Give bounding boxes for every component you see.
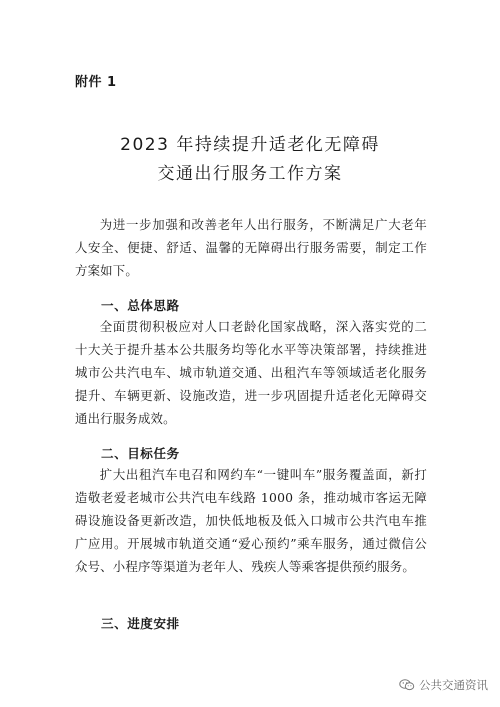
section-heading-target-tasks: 二、目标任务 <box>101 446 180 461</box>
section-heading-overall-approach: 一、总体思路 <box>101 298 180 313</box>
section-body-target-tasks: 扩大出租汽车电召和网约车“一键叫车”服务覆盖面，新打造敬老爱老城市公共汽电车线路 1000 条，推动城市客运无障碍设施设备更新改造，加快低地板及低入口城市公共汽电车推广应用。开展城市轨道交通“爱心预约”乘车服务，通过微信公众号、小程序等渠道为老年人、残疾人等乘客提供预约服务。 <box>75 467 427 574</box>
document-title-line-2: 交通出行服务工作方案 <box>157 164 343 184</box>
watermark <box>399 677 488 693</box>
section-heading-schedule: 三、进度安排 <box>101 616 180 631</box>
section-body-overall-approach: 全面贯彻积极应对人口老龄化国家战略，深入落实党的二十大关于提升基本公共服务均等化水平等决策部署，持续推进城市公共汽电车、城市轨道交通、出租汽车等领域适老化服务提升、车辆更新、设施改造，进一步巩固提升适老化无障碍交通出行服务成效。 <box>75 319 427 426</box>
document-title-line-1: 2023 年持续提升适老化无障碍 <box>120 135 380 155</box>
wechat-icon <box>399 679 415 691</box>
attachment-label: 附件 1 <box>75 75 117 90</box>
watermark-text: 公共交通资讯 <box>419 678 488 692</box>
intro-paragraph: 为进一步加强和改善老年人出行服务，不断满足广大老年人安全、便捷、舒适、温馨的无障碍出行服务需要，制定工作方案如下。 <box>75 217 427 278</box>
